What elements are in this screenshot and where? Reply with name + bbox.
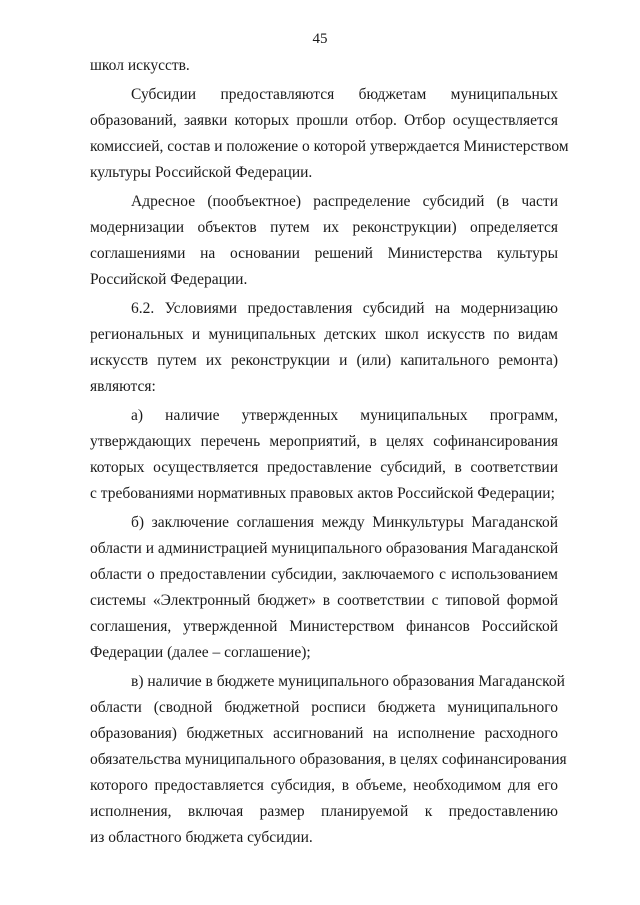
text-line: искусств путем их реконструкции и (или) капитального ремонта): [90, 352, 558, 369]
text-line: образования) бюджетных ассигнований на исполнение расходного: [90, 725, 558, 742]
text-line: исполнения, включая размер планируемой к предоставлению: [90, 803, 558, 820]
text-line: модернизации объектов путем их реконструкции) определяется: [90, 219, 558, 236]
text-line: соглашения, утвержденной Министерством финансов Российской: [90, 618, 558, 635]
text-line: обязательства муниципального образования, в целях софинансирования: [90, 751, 567, 768]
text-line: области и администрацией муниципального образования Магаданской: [90, 540, 559, 557]
text-line: б) заключение соглашения между Минкультуры Магаданской: [131, 514, 558, 531]
text-line: Субсидии предоставляются бюджетам муниципальных: [131, 86, 558, 103]
text-line: которого предоставляется субсидия, в объеме, необходимом для его: [90, 777, 558, 794]
text-line: в) наличие в бюджете муниципального образования Магаданской: [131, 673, 565, 690]
page-number: 45: [312, 31, 328, 47]
text-line: которых осуществляется предоставление субсидий, в соответствии: [90, 459, 558, 476]
text-line: из областного бюджета субсидии.: [90, 829, 313, 846]
text-line: культуры Российской Федерации.: [90, 164, 313, 181]
text-line: области о предоставлении субсидии, заключаемого с использованием: [90, 566, 558, 583]
text-line: области (сводной бюджетной росписи бюджета муниципального: [90, 699, 558, 716]
text-line: Российской Федерации.: [90, 271, 248, 288]
text-line: являются:: [90, 378, 156, 395]
text-line: Федерации (далее – соглашение);: [90, 644, 311, 661]
text-line: комиссией, состав и положение о которой утверждается Министерством: [90, 138, 569, 155]
text-line: с требованиями нормативных правовых актов Российской Федерации;: [90, 485, 555, 502]
text-line: 6.2. Условиями предоставления субсидий на модернизацию: [131, 300, 558, 317]
text-line: образований, заявки которых прошли отбор. Отбор осуществляется: [90, 112, 558, 129]
text-line: утверждающих перечень мероприятий, в целях софинансирования: [90, 433, 558, 450]
text-line: Адресное (пообъектное) распределение субсидий (в части: [131, 193, 558, 210]
text-line: а) наличие утвержденных муниципальных программ,: [131, 407, 558, 424]
text-line: соглашениями на основании решений Министерства культуры: [90, 245, 558, 262]
text-line: школ искусств.: [90, 57, 190, 74]
text-line: системы «Электронный бюджет» в соответствии с типовой формой: [90, 592, 558, 609]
text-line: региональных и муниципальных детских школ искусств по видам: [90, 326, 558, 343]
